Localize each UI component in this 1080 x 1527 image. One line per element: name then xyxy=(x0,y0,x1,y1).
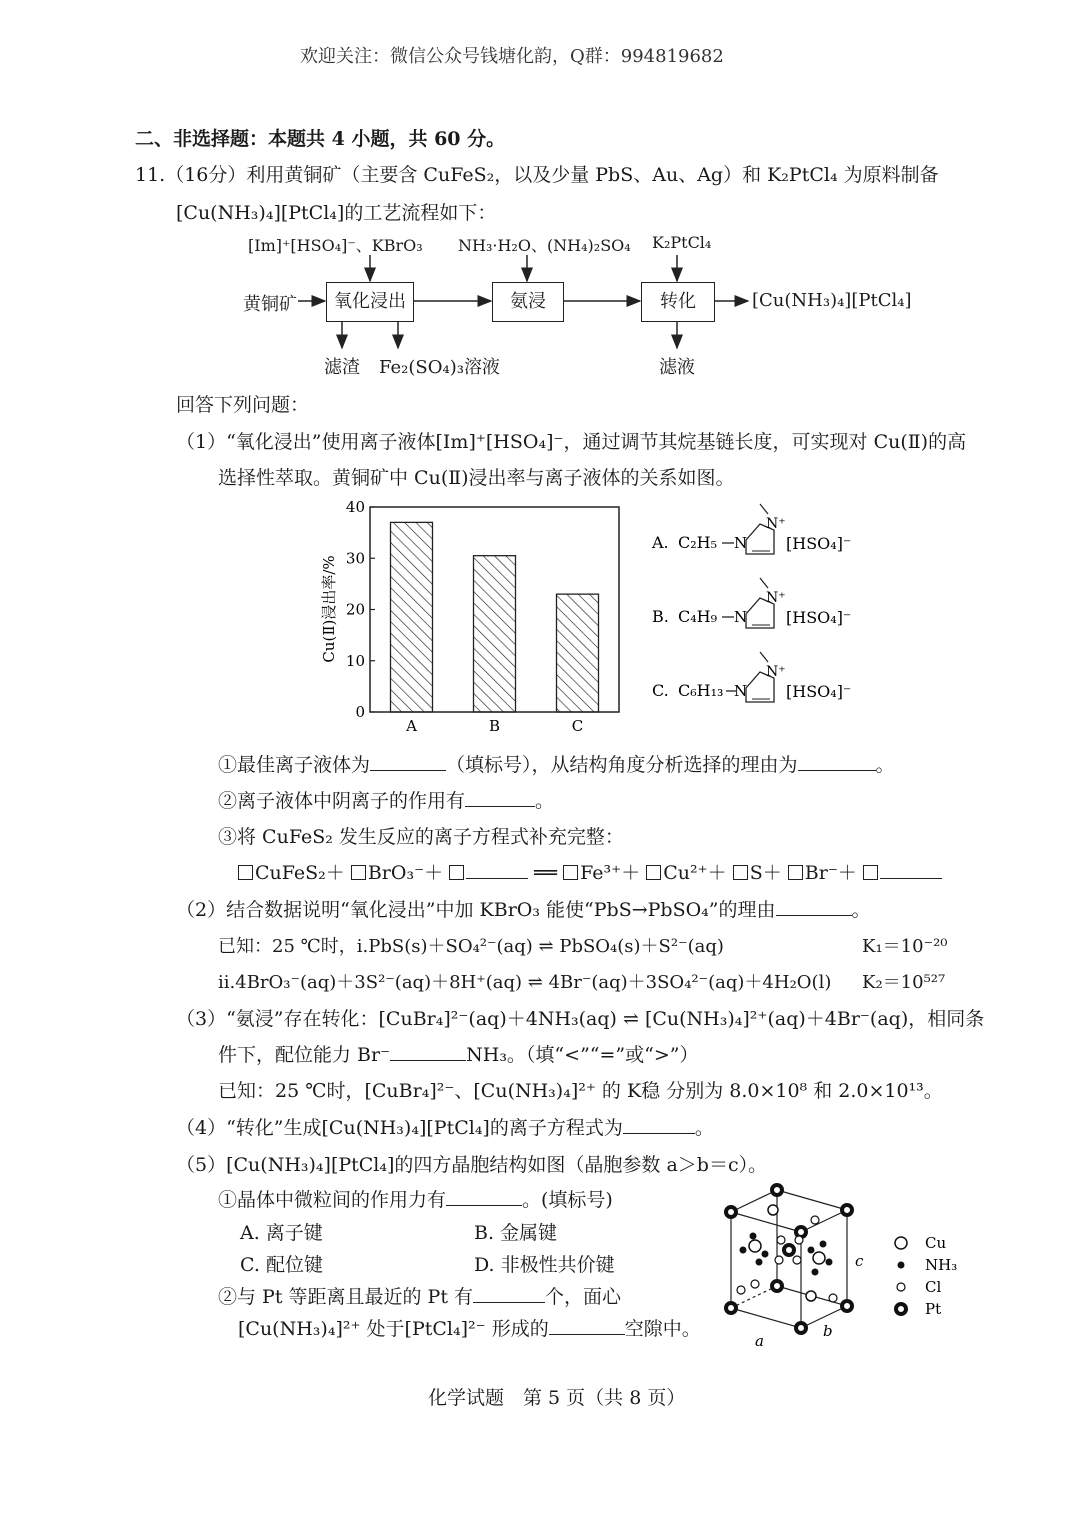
svg-text:N⁺: N⁺ xyxy=(766,516,786,532)
part5-sub2-line1: ②与 Pt 等距离且最近的 Pt 有 个，面心 xyxy=(218,1286,622,1308)
svg-text:N⁺: N⁺ xyxy=(766,664,786,680)
bar-a xyxy=(391,522,433,712)
structure-c xyxy=(652,652,851,702)
part1-sub2: ②离子液体中阴离子的作用有 。 xyxy=(218,790,555,812)
svg-text:Cl: Cl xyxy=(925,1278,942,1296)
y-tick-label: 20 xyxy=(345,600,365,619)
flow-step-oxidative-leach: 氧化浸出 xyxy=(326,282,414,322)
ionic-liquid-structures xyxy=(648,500,868,730)
flow-output-residue: 滤渣 xyxy=(324,357,360,378)
svg-text:A.: A. xyxy=(652,533,669,552)
q11-intro-line1: 11.（16分）利用黄铜矿（主要含 CuFeS₂，以及少量 PbS、Au、Ag）和 K₂PtCl₄ 为原料制备 xyxy=(135,164,939,186)
part1-sub1: ①最佳离子液体为 （填标号），从结构角度分析选择的理由为 。 xyxy=(218,754,895,776)
answer-blank-5[interactable] xyxy=(390,1042,466,1061)
svg-text:Pt: Pt xyxy=(925,1300,942,1318)
part4-question: （4）“转化”生成[Cu(NH₃)₄][PtCl₄]的离子方程式为 。 xyxy=(176,1117,714,1139)
part2-k1: K₁＝10⁻²⁰ xyxy=(862,936,948,957)
answer-prompt: 回答下列问题： xyxy=(176,394,310,416)
answer-blank-3[interactable] xyxy=(465,788,535,807)
x-tick-label: B xyxy=(488,717,501,735)
page-footer: 化学试题 第 5 页（共 8 页） xyxy=(428,1387,686,1409)
part2-known-2: ii.4BrO₃⁻(aq)＋3S²⁻(aq)＋8H⁺(aq) ⇌ 4Br⁻(aq)＋3SO₄²⁻(aq)＋4H₂O(l) xyxy=(218,972,832,993)
part2-k2: K₂＝10⁵²⁷ xyxy=(862,972,946,993)
x-tick-label: C xyxy=(571,717,584,735)
part1-line2: 选择性萃取。黄铜矿中 Cu(Ⅱ)浸出率与离子液体的关系如图。 xyxy=(218,467,735,489)
answer-blank-4[interactable] xyxy=(776,897,852,916)
flow-output-filtrate: 滤液 xyxy=(659,357,695,378)
part3-line2: 件下，配位能力 Br⁻ NH₃。（填“<”“=”或“>”） xyxy=(218,1044,699,1066)
flow-reagent-3: K₂PtCl₄ xyxy=(652,233,712,252)
svg-text:[HSO₄]⁻: [HSO₄]⁻ xyxy=(786,682,852,701)
svg-text:NH₃: NH₃ xyxy=(925,1256,958,1274)
part2-known-1: 已知：25 ℃时，i.PbS(s)＋SO₄²⁻(aq) ⇌ PbSO₄(s)＋S²⁻(aq) xyxy=(218,936,724,957)
svg-text:N: N xyxy=(734,534,748,552)
svg-text:b: b xyxy=(823,1322,833,1340)
svg-text:C.: C. xyxy=(652,681,669,700)
flow-input: 黄铜矿 xyxy=(243,294,297,315)
svg-text:N: N xyxy=(734,608,748,626)
structure-a xyxy=(651,504,851,554)
svg-text:Cu: Cu xyxy=(925,1234,947,1252)
crystal-legend xyxy=(895,1234,957,1318)
answer-blank-6[interactable] xyxy=(623,1115,695,1134)
part3-known: 已知：25 ℃时，[CuBr₄]²⁻、[Cu(NH₃)₄]²⁺ 的 K稳 分别为 8.0×10⁸ 和 2.0×10¹³。 xyxy=(218,1080,943,1102)
option-c[interactable]: C. 配位键 xyxy=(240,1254,323,1276)
q11-intro-line2: [Cu(NH₃)₄][PtCl₄]的工艺流程如下： xyxy=(176,202,497,224)
header-banner: 欢迎关注：微信公众号钱塘化韵，Q群：994819682 xyxy=(300,46,724,67)
flow-reagent-1: [Im]⁺[HSO₄]⁻、KBrO₃ xyxy=(248,236,423,255)
part2-question: （2）结合数据说明“氧化浸出”中加 KBrO₃ 能使“PbS→PbSO₄”的理由 。 xyxy=(176,899,871,921)
part5-sub1: ①晶体中微粒间的作用力有 。(填标号) xyxy=(218,1189,613,1211)
flow-arrows xyxy=(0,0,1080,400)
answer-blank-2[interactable] xyxy=(798,752,876,771)
x-tick-label: A xyxy=(406,717,417,735)
svg-text:B.: B. xyxy=(652,607,669,626)
chart-bars xyxy=(391,522,599,735)
y-tick-label: 0 xyxy=(355,703,365,721)
section-title: 二、非选择题：本题共 4 小题，共 60 分。 xyxy=(135,128,506,150)
flow-reagent-2: NH₃·H₂O、(NH₄)₂SO₄ xyxy=(458,236,631,255)
svg-text:N⁺: N⁺ xyxy=(766,590,786,606)
cell-atoms xyxy=(726,1185,852,1333)
structure-b xyxy=(652,578,851,628)
flow-step-conversion: 转化 xyxy=(641,282,715,322)
svg-text:C₄H₉: C₄H₉ xyxy=(678,607,718,626)
part1-line1: （1）“氧化浸出”使用离子液体[Im]⁺[HSO₄]⁻，通过调节其烷基链长度，可实现对 Cu(Ⅱ)的高 xyxy=(176,431,967,453)
flow-product: [Cu(NH₃)₄][PtCl₄] xyxy=(752,290,912,311)
flow-output-iron-sulfate: Fe₂(SO₄)₃溶液 xyxy=(379,357,500,378)
part3-line1: （3）“氨浸”存在转化：[CuBr₄]²⁻(aq)＋4NH₃(aq) ⇌ [Cu(NH₃)₄]²⁺(aq)＋4Br⁻(aq)，相同条 xyxy=(176,1008,985,1030)
svg-text:[HSO₄]⁻: [HSO₄]⁻ xyxy=(786,608,852,627)
svg-text:a: a xyxy=(755,1332,764,1350)
y-tick-label: 30 xyxy=(345,549,365,568)
svg-text:C₆H₁₃: C₆H₁₃ xyxy=(678,681,724,700)
option-b[interactable]: B. 金属键 xyxy=(474,1222,558,1244)
flow-step-ammonia-leach: 氨浸 xyxy=(492,282,564,322)
ionic-equation: CuFeS₂＋ BrO₃⁻＋ ══ Fe³⁺＋ Cu²⁺＋ S＋ Br⁻＋ xyxy=(238,858,942,885)
y-tick-label: 10 xyxy=(345,651,365,670)
answer-blank-9[interactable] xyxy=(549,1316,625,1335)
answer-blank-8[interactable] xyxy=(473,1284,545,1303)
crystal-cell-diagram xyxy=(715,1180,965,1350)
answer-blank-1[interactable] xyxy=(370,752,446,771)
part5-line1: （5）[Cu(NH₃)₄][PtCl₄]的四方晶胞结构如图（晶胞参数 a＞b＝c）。 xyxy=(176,1154,768,1176)
part5-sub2-line2: [Cu(NH₃)₄]²⁺ 处于[PtCl₄]²⁻ 形成的 空隙中。 xyxy=(238,1318,701,1340)
part1-sub3: ③将 CuFeS₂ 发生反应的离子方程式补充完整： xyxy=(218,826,624,848)
bar-b xyxy=(474,556,516,712)
bar-c xyxy=(557,594,599,712)
svg-text:N: N xyxy=(734,682,748,700)
leach-rate-bar-chart xyxy=(320,495,630,745)
svg-text:c: c xyxy=(855,1252,864,1270)
svg-text:C₂H₅: C₂H₅ xyxy=(678,533,718,552)
y-tick-label: 40 xyxy=(345,498,365,516)
svg-text:[HSO₄]⁻: [HSO₄]⁻ xyxy=(786,534,852,553)
answer-blank-7[interactable] xyxy=(446,1187,522,1206)
option-a[interactable]: A. 离子键 xyxy=(240,1222,323,1244)
chart-y-axis-label: Cu(Ⅱ)浸出率/% xyxy=(320,555,338,663)
option-d[interactable]: D. 非极性共价键 xyxy=(474,1254,615,1276)
